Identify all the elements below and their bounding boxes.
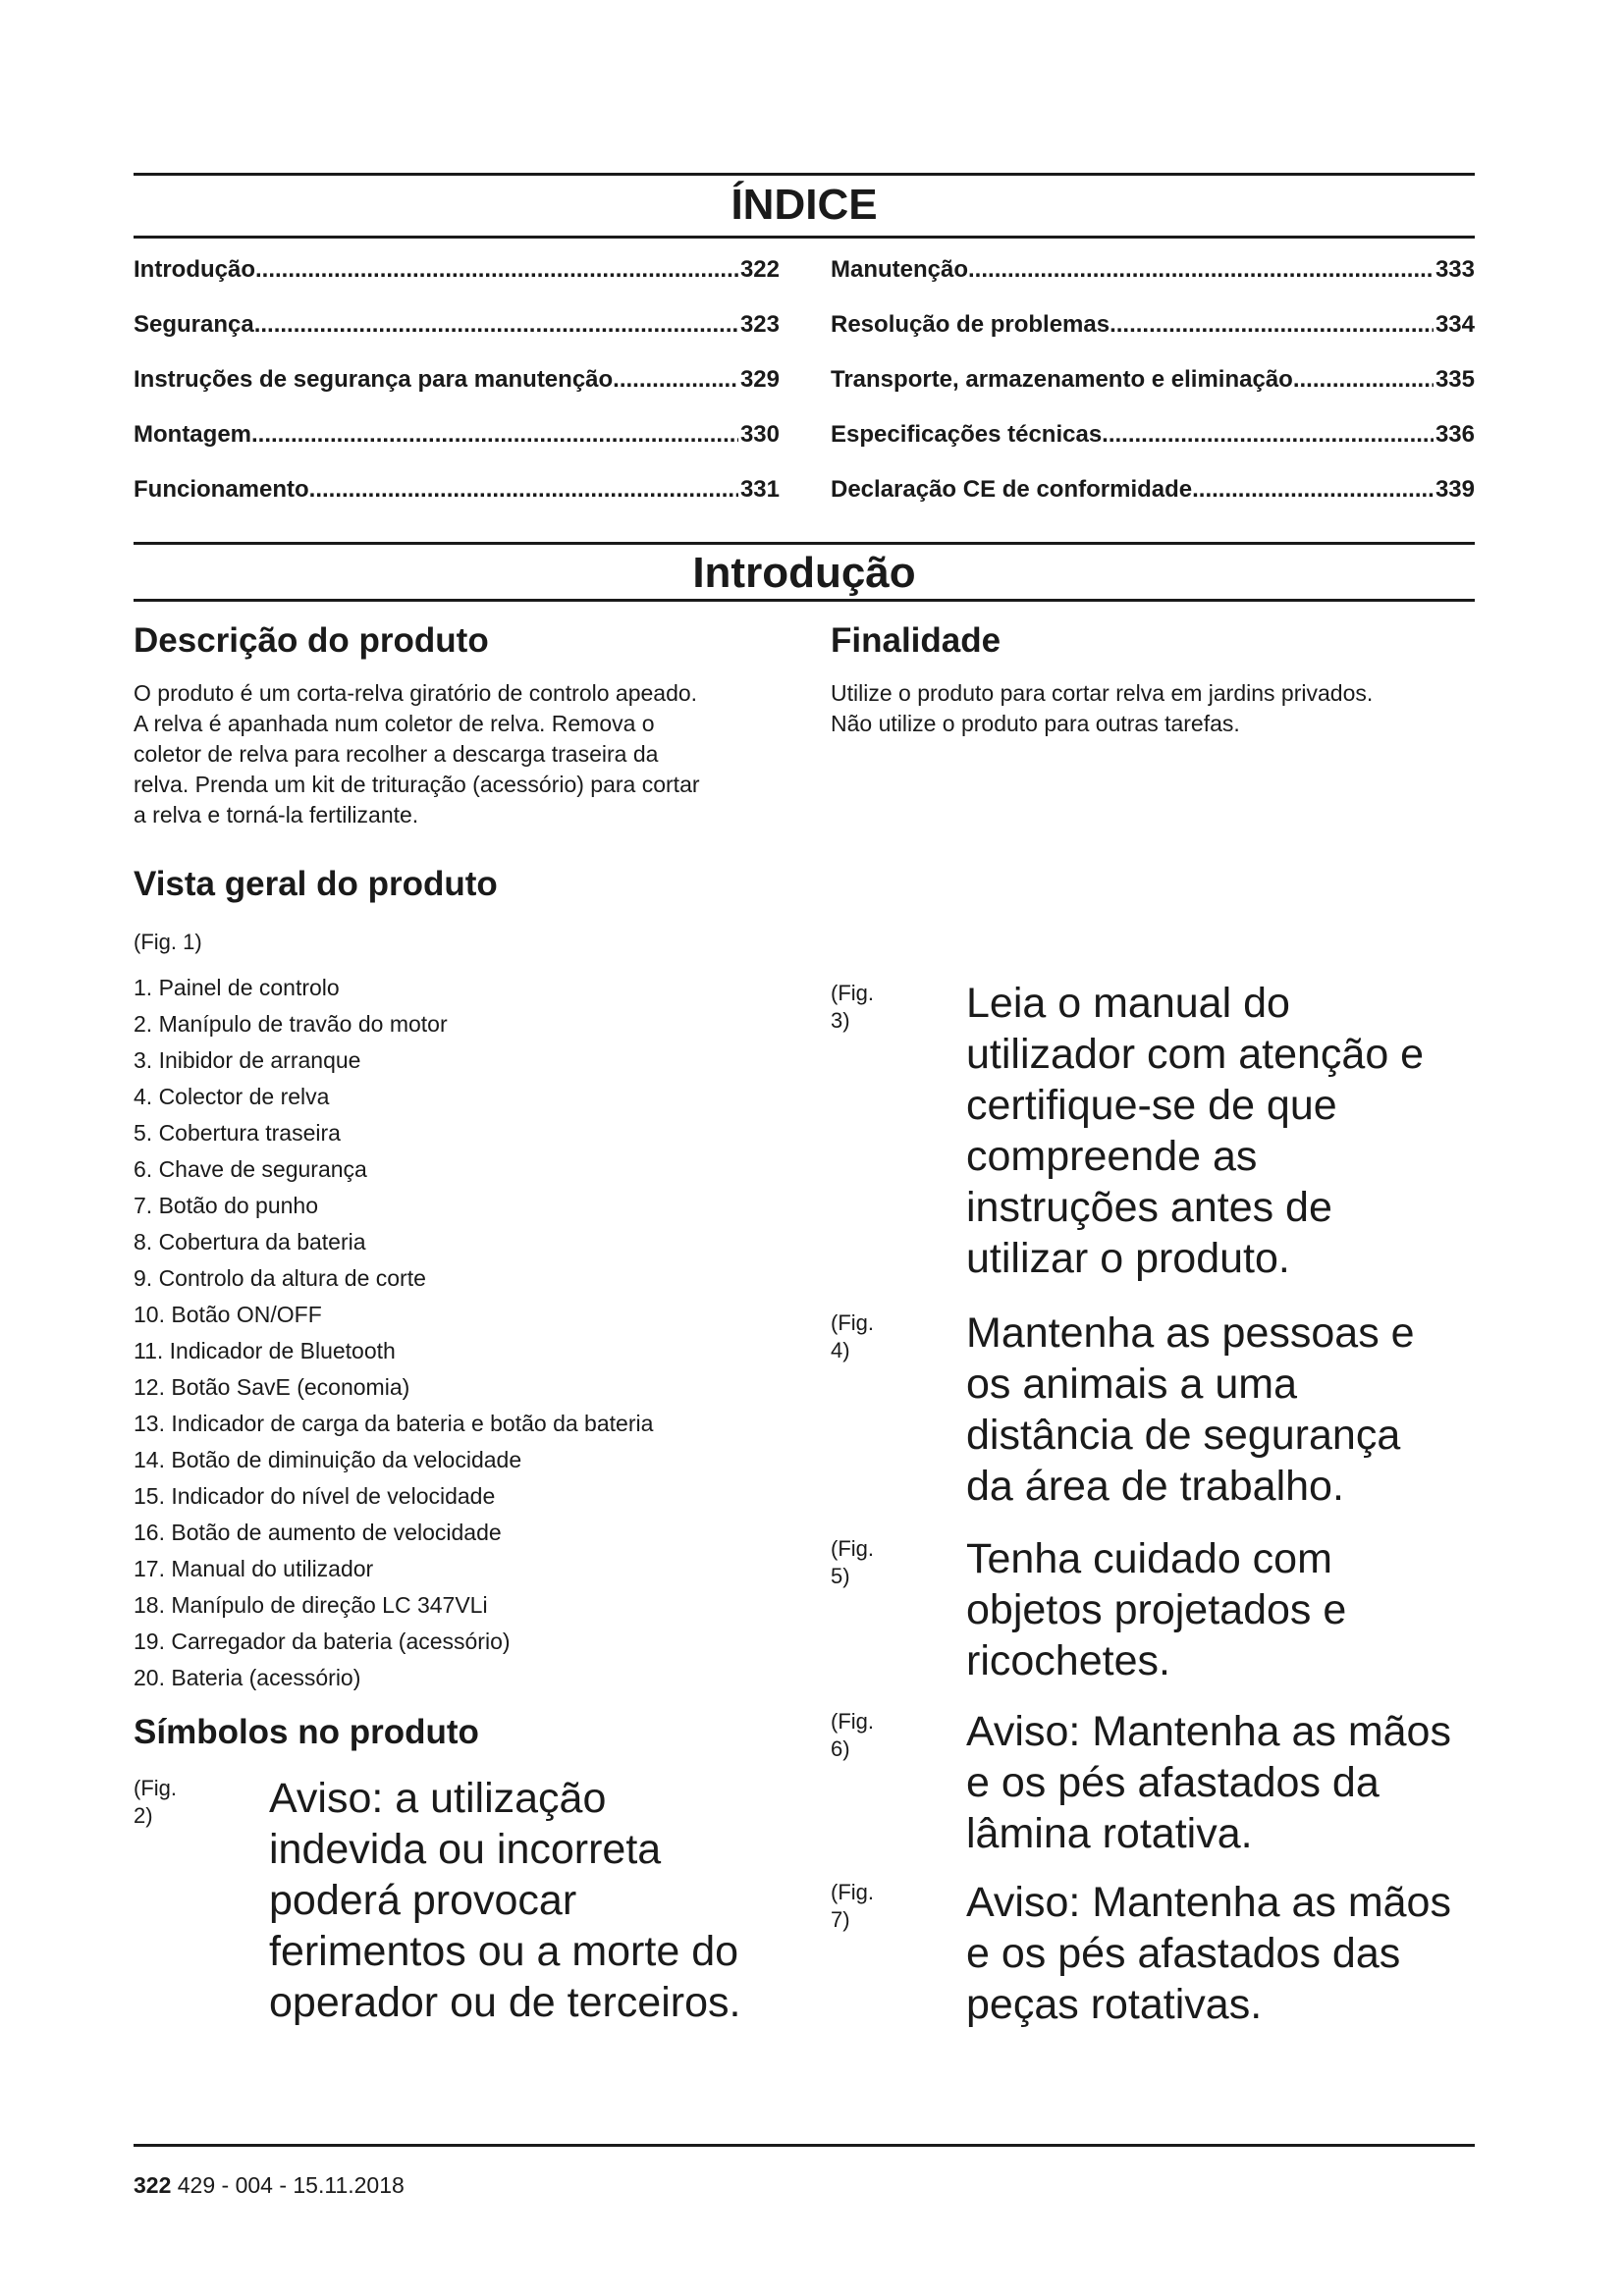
list-item: 17. Manual do utilizador — [134, 1556, 374, 1581]
fig-3-ref: (Fig. 3) — [831, 981, 874, 1033]
symbol-description: Aviso: Mantenha as mãos e os pés afastados da lâmina rotativa. — [966, 1708, 1451, 1857]
document-code: 429 - 004 - 15.11.2018 — [171, 2172, 405, 2198]
symbol-description: Tenha cuidado com objetos projetados e ricochetes. — [966, 1535, 1347, 1684]
list-item: 13. Indicador de carga da bateria e botão da bateria — [134, 1411, 654, 1436]
list-item: 19. Carregador da bateria (acessório) — [134, 1629, 511, 1654]
page-footer — [134, 2170, 405, 2200]
component-list — [134, 970, 653, 1696]
toc-top-rule — [134, 173, 1475, 176]
list-item: 3. Inibidor de arranque — [134, 1047, 361, 1073]
fig-4-ref: (Fig. 4) — [831, 1310, 874, 1362]
toc-bottom-rule — [134, 236, 1475, 239]
list-item: 9. Controlo da altura de corte — [134, 1265, 426, 1291]
descricao-heading: Descrição do produto — [134, 621, 489, 660]
list-item: 20. Bateria (acessório) — [134, 1665, 361, 1690]
toc-entry[interactable]: Montagem ..... 330 — [134, 420, 780, 475]
toc-entry[interactable]: Declaração CE de conformidade ..... 339 — [831, 475, 1475, 530]
fig-7-ref: (Fig. 7) — [831, 1880, 874, 1932]
symbol-description: Leia o manual do utilizador com atenção e certifique-se de que compreende as instruções antes de utilizar o produto. — [966, 980, 1425, 1282]
toc-right-column — [831, 255, 1475, 530]
fig-6-ref: (Fig. 6) — [831, 1709, 874, 1761]
section-top-rule — [134, 542, 1475, 545]
list-item: 11. Indicador de Bluetooth — [134, 1338, 396, 1363]
list-item: 15. Indicador do nível de velocidade — [134, 1483, 496, 1509]
toc-entry[interactable]: Funcionamento ..... 331 — [134, 475, 780, 530]
section-bottom-rule — [134, 599, 1475, 602]
simbolos-heading: Símbolos no produto — [134, 1713, 479, 1751]
symbol-description: Aviso: Mantenha as mãos e os pés afastados das peças rotativas. — [966, 1879, 1451, 2028]
toc-left-column — [134, 255, 780, 530]
toc-entry[interactable]: Especificações técnicas ..... 336 — [831, 420, 1475, 475]
list-item: 18. Manípulo de direção LC 347VLi — [134, 1592, 488, 1618]
footer-rule — [134, 2144, 1475, 2147]
list-item: 14. Botão de diminuição da velocidade — [134, 1447, 522, 1472]
symbol-description: Aviso: a utilização indevida ou incorreta poderá provocar ferimentos ou a morte do operador ou de terceiros. — [269, 1775, 741, 2026]
list-item: 5. Cobertura traseira — [134, 1120, 341, 1146]
page-number: 322 — [134, 2172, 172, 2198]
fig-2-ref: (Fig. 2) — [134, 1776, 177, 1828]
vista-heading: Vista geral do produto — [134, 865, 498, 903]
list-item: 7. Botão do punho — [134, 1193, 318, 1218]
toc-entry[interactable]: Introdução ..... 322 — [134, 255, 780, 310]
toc-entry[interactable]: Instruções de segurança para manutenção ..... 329 — [134, 365, 780, 420]
finalidade-paragraph: Utilize o produto para cortar relva em jardins privados. Não utilize o produto para outras tarefas. — [831, 680, 1374, 736]
section-title: Introdução — [692, 549, 916, 597]
symbol-description: Mantenha as pessoas e os animais a uma distância de segurança da área de trabalho. — [966, 1309, 1415, 1510]
list-item: 10. Botão ON/OFF — [134, 1302, 322, 1327]
finalidade-heading: Finalidade — [831, 621, 1001, 660]
list-item: 12. Botão SavE (economia) — [134, 1374, 410, 1400]
toc-entry[interactable]: Manutenção ..... 333 — [831, 255, 1475, 310]
toc-entry[interactable]: Transporte, armazenamento e eliminação ..... 335 — [831, 365, 1475, 420]
list-item: 6. Chave de segurança — [134, 1156, 367, 1182]
descricao-paragraph: O produto é um corta-relva giratório de controlo apeado. A relva é apanhada num coletor de relva. Remova o coletor de relva para recolher a descarga traseira da relva. Prenda um kit de trituração (acessório) para cortar a relva e torná-la fertilizante. — [134, 680, 700, 828]
toc-title: ÍNDICE — [731, 181, 878, 229]
toc-entry[interactable]: Segurança ..... 323 — [134, 310, 780, 365]
list-item: 2. Manípulo de travão do motor — [134, 1011, 448, 1037]
fig-1-ref: (Fig. 1) — [134, 930, 202, 954]
list-item: 4. Colector de relva — [134, 1084, 330, 1109]
list-item: 16. Botão de aumento de velocidade — [134, 1520, 502, 1545]
fig-5-ref: (Fig. 5) — [831, 1536, 874, 1588]
list-item: 1. Painel de controlo — [134, 975, 340, 1000]
toc-entry[interactable]: Resolução de problemas ..... 334 — [831, 310, 1475, 365]
list-item: 8. Cobertura da bateria — [134, 1229, 366, 1255]
